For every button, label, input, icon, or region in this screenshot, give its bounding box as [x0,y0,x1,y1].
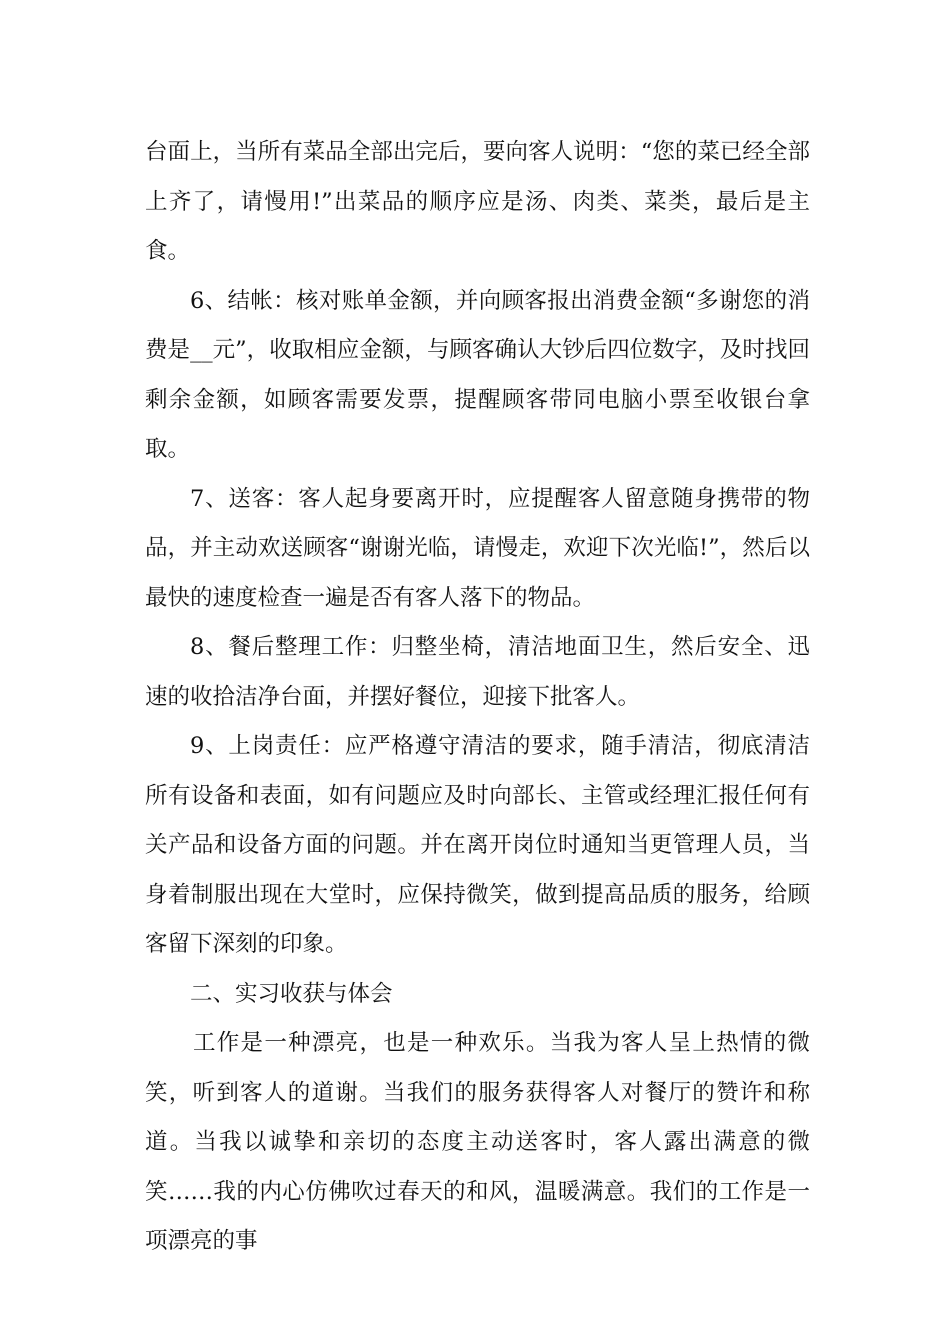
paragraph-checkout: 6、结帐：核对账单金额，并向顾客报出消费金额“多谢您的消费是__元”，收取相应金额，与顾客确认大钞后四位数字，及时找回剩余金额，如顾客需要发票，提醒顾客带同电脑小票至收银台拿取。 [145,287,810,462]
document-page [145,128,810,1267]
section-heading-gains: 二、实习收获与体会 [190,980,393,1007]
paragraph-reflection: 工作是一种漂亮，也是一种欢乐。当我为客人呈上热情的微笑，听到客人的道谢。当我们的服务获得客人对餐厅的赞许和称道。当我以诚挚和亲切的态度主动送客时，客人露出满意的微笑……我的内心仿佛吹过春天的和风，温暖满意。我们的工作是一项漂亮的事 [145,1030,810,1254]
paragraph-after-meal-cleanup: 8、餐后整理工作：归整坐椅，清洁地面卫生，然后安全、迅速的收拾洁净台面，并摆好餐位，迎接下批客人。 [145,634,810,710]
paragraph-seeing-off: 7、送客：客人起身要离开时，应提醒客人留意随身携带的物品，并主动欢送顾客“谢谢光临，请慢走，欢迎下次光临!”，然后以最快的速度检查一遍是否有客人落下的物品。 [145,485,810,611]
paragraph-continuation: 台面上，当所有菜品全部出完后，要向客人说明：“您的菜已经全部上齐了，请慢用!”出菜品的顺序应是汤、肉类、菜类，最后是主食。 [145,139,810,264]
paragraph-duty-responsibility: 9、上岗责任：应严格遵守清洁的要求，随手清洁，彻底清洁所有设备和表面，如有问题应及时向部长、主管或经理汇报任何有关产品和设备方面的问题。并在离开岗位时通知当更管理人员，当身着制服出现在大堂时，应保持微笑，做到提高品质的服务，给顾客留下深刻的印象。 [145,733,810,957]
